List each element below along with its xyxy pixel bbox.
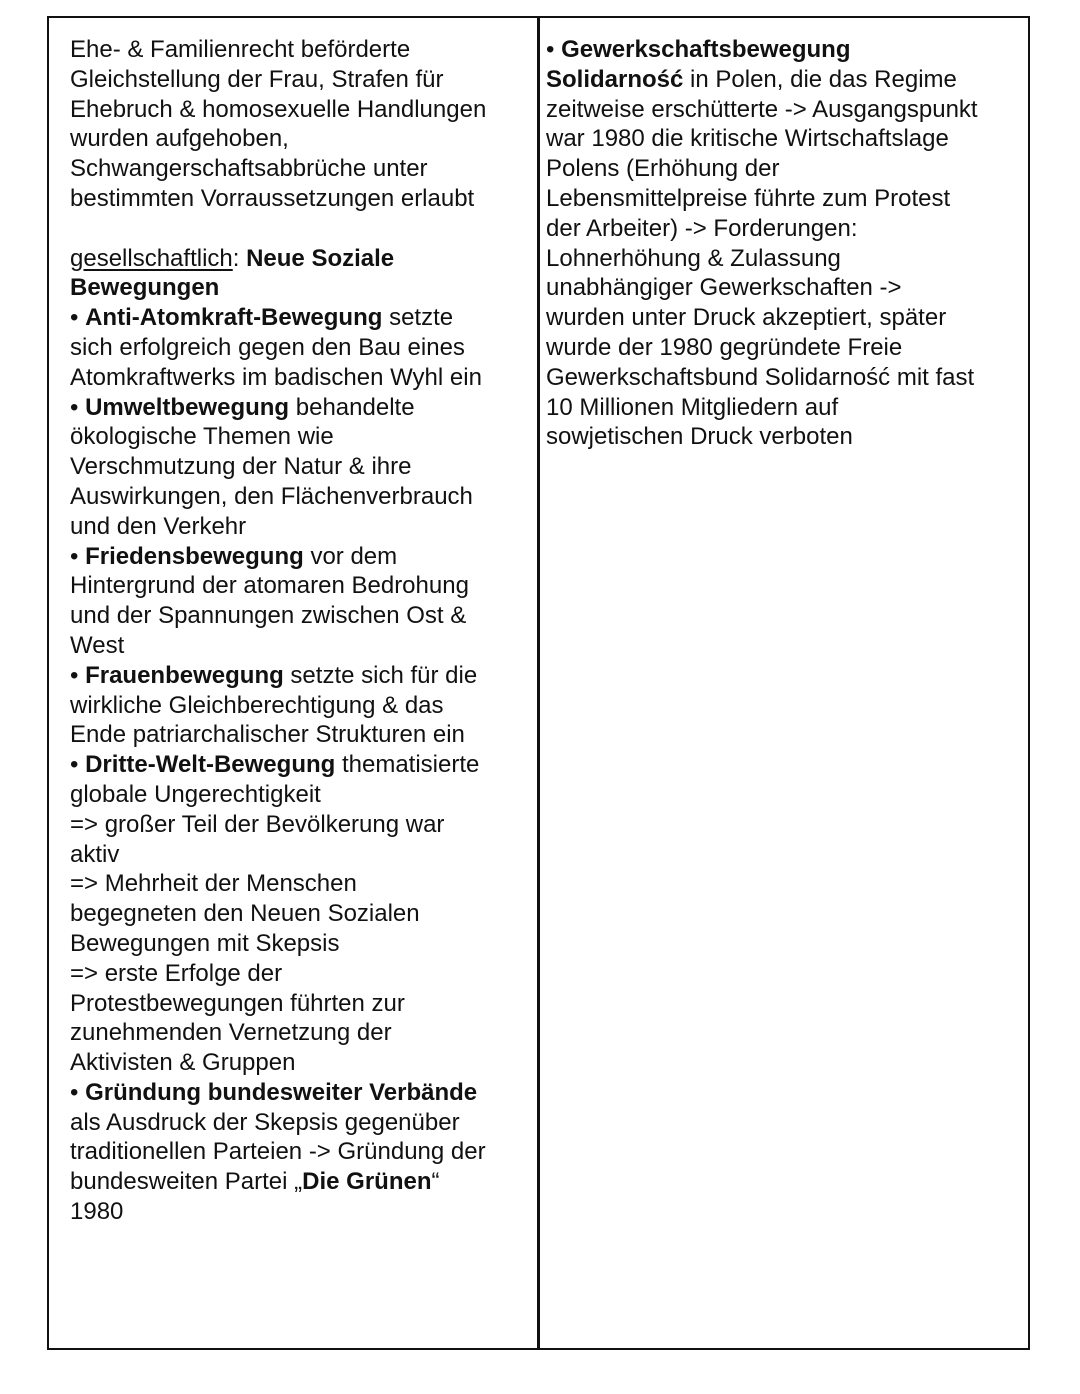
text-line: wurde der 1980 gegründete Freie [546,333,903,361]
text-line: Hintergrund der atomaren Bedrohung [70,572,469,600]
bullet-dritte-welt: • Dritte-Welt-Bewegung thematisierte [70,751,480,779]
text-line: Verschmutzung der Natur & ihre [70,453,412,481]
text-line: wirkliche Gleichberechtigung & das [70,691,444,719]
text-line: der Arbeiter) -> Forderungen: [546,214,858,242]
section-heading: gesellschaftlich: Neue Soziale [70,244,395,272]
text-line: traditionellen Parteien -> Gründung der [70,1138,486,1166]
intro-paragraph [70,35,530,214]
bullet-gewerkschaftsbewegung: • Gewerkschaftsbewegung [546,36,851,63]
bullet-anti-atomkraft: • Anti-Atomkraft-Bewegung setzte [70,304,454,332]
conclusion-line: zunehmenden Vernetzung der [70,1019,392,1047]
conclusion-line: => erste Erfolge der [70,959,283,987]
text-line: Solidarność in Polen, die das Regime [546,65,957,93]
text-line: globale Ungerechtigkeit [70,780,321,808]
left-column-cell [70,35,530,1227]
text-line: West [70,631,125,659]
solidarnosc-term: Solidarność [546,65,684,93]
conclusion-line: begegneten den Neuen Sozialen [70,900,420,928]
conclusion-line: Bewegungen mit Skepsis [70,929,340,957]
text-line: wurden aufgehoben, [70,125,289,153]
conclusion-line: Aktivisten & Gruppen [70,1049,296,1077]
text-line: bestimmten Vorraussetzungen erlaubt [70,184,475,212]
text-line: bundesweiten Partei „Die Grünen“ [70,1168,440,1196]
conclusion-line: aktiv [70,840,120,868]
text-line: Lebensmittelpreise führte zum Protest [546,184,951,212]
text-line: Atomkraftwerks im badischen Wyhl ein [70,363,482,391]
text-line: Gewerkschaftsbund Solidarność mit fast [546,363,975,391]
text-line: sich erfolgreich gegen den Bau eines [70,333,465,361]
text-line: ökologische Themen wie [70,423,334,451]
text-line: Lohnerhöhung & Zulassung [546,244,841,272]
conclusion-line: => großer Teil der Bevölkerung war [70,810,445,838]
text-line: Schwangerschaftsabbrüche unter [70,155,428,183]
conclusion-line: Protestbewegungen führten zur [70,989,405,1017]
text-line: wurden unter Druck akzeptiert, später [546,304,947,332]
section-heading-cont: Bewegungen [70,274,220,302]
conclusion-line: => Mehrheit der Menschen [70,870,357,898]
bullet-umweltbewegung: • Umweltbewegung behandelte [70,393,415,421]
bullet-gruendung-verbaende: • Gründung bundesweiter Verbände [70,1078,478,1106]
text-line: 10 Millionen Mitgliedern auf [546,393,839,421]
text-line: Ehe- & Familienrecht beförderte [70,36,411,63]
column-divider [537,18,540,1348]
text-line: war 1980 die kritische Wirtschaftslage [546,125,949,153]
text-line: Auswirkungen, den Flächenverbrauch [70,482,473,510]
text-line: 1980 [70,1198,124,1226]
bullet-friedensbewegung: • Friedensbewegung vor dem [70,542,398,570]
text-line: Polens (Erhöhung der [546,155,780,183]
text-line: zeitweise erschütterte -> Ausgangspunkt [546,95,978,123]
notes-table [47,16,1030,1350]
text-line: Ehebruch & homosexuelle Handlungen [70,95,487,123]
text-line: unabhängiger Gewerkschaften -> [546,274,902,302]
text-line: Ende patriarchalischer Strukturen ein [70,721,465,749]
heading-underlined: gesellschaftlich [70,244,233,272]
text-line: Gleichstellung der Frau, Strafen für [70,65,444,93]
right-column-cell [546,35,1016,452]
text-line: als Ausdruck der Skepsis gegenüber [70,1108,460,1136]
text-line: und den Verkehr [70,512,247,540]
text-line: und der Spannungen zwischen Ost & [70,602,467,630]
bullet-frauenbewegung: • Frauenbewegung setzte sich für die [70,661,478,689]
text-line: sowjetischen Druck verboten [546,423,853,451]
party-name: Die Grünen [302,1168,432,1196]
